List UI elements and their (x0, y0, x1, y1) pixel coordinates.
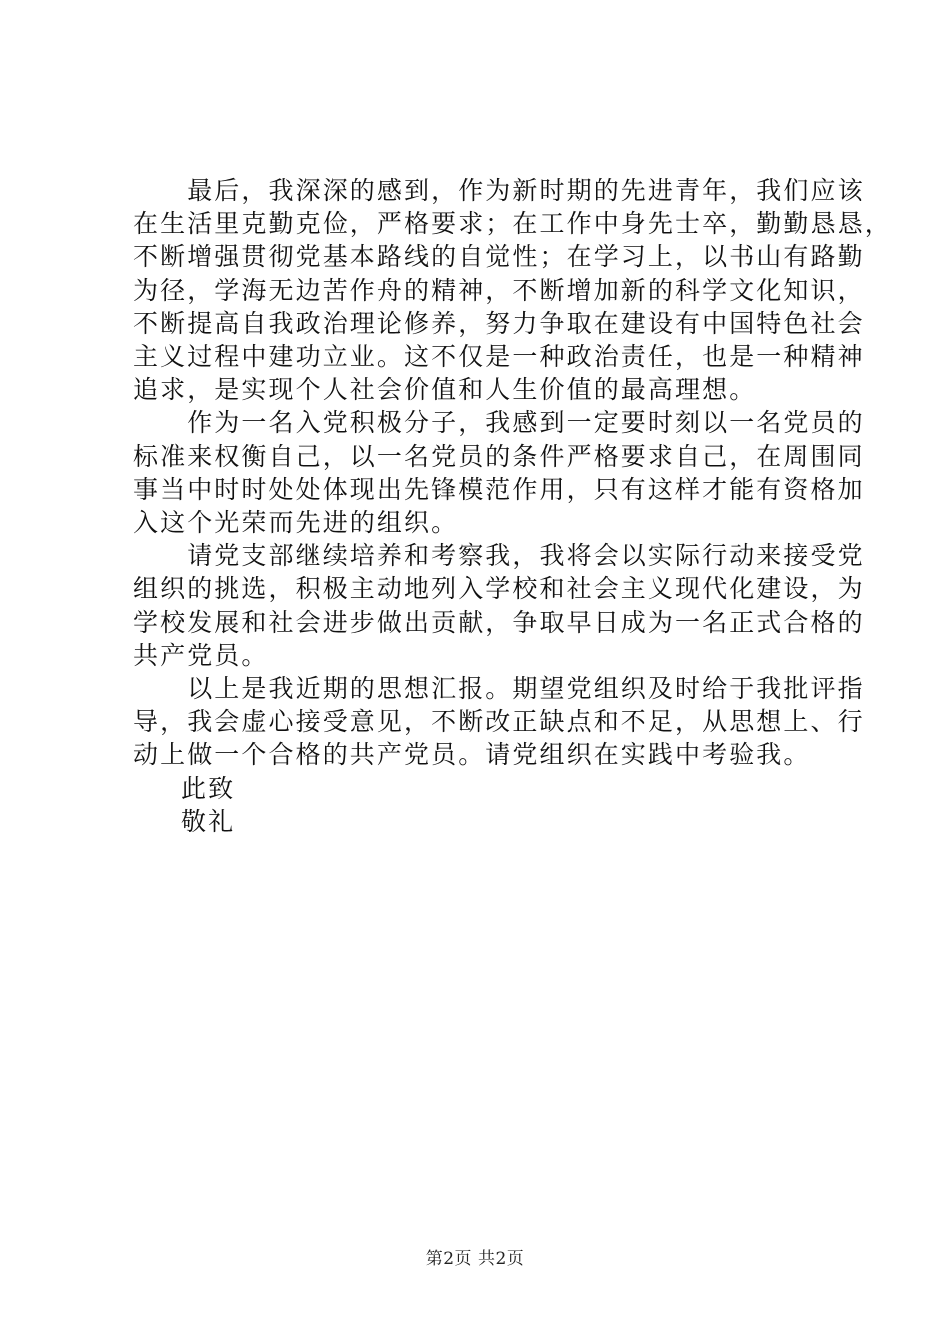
text-line: 主义过程中建功立业。这不仅是一种政治责任，也是一种精神 (133, 342, 865, 372)
closing-salutation (133, 772, 833, 838)
closing-line-1: 此致 (181, 773, 236, 803)
text-line: 入这个光荣而先进的组织。 (133, 508, 459, 538)
text-line: 标准来权衡自己，以一名党员的条件严格要求自己，在周围同 (133, 441, 865, 471)
document-body (133, 174, 892, 838)
text-line: 事当中时时处处体现出先锋模范作用，只有这样才能有资格加 (133, 474, 865, 504)
text-line: 导，我会虚心接受意见，不断改正缺点和不足，从思想上、行 (133, 707, 865, 737)
text-line: 最后，我深深的感到，作为新时期的先进青年，我们应该 (133, 176, 865, 205)
paragraph-1 (133, 174, 892, 406)
paragraph-3 (133, 539, 865, 672)
text-line: 在生活里克勤克俭，严格要求；在工作中身先士卒，勤勤恳恳， (133, 209, 892, 239)
text-line: 为径，学海无边苦作舟的精神，不断增加新的科学文化知识， (133, 275, 865, 305)
paragraph-4 (133, 672, 865, 772)
text-line: 共产党员。 (133, 640, 269, 670)
text-line: 以上是我近期的思想汇报。期望党组织及时给于我批评指 (133, 674, 865, 704)
text-line: 组织的挑选，积极主动地列入学校和社会主义现代化建设，为 (133, 574, 865, 604)
text-line: 请党支部继续培养和考察我，我将会以实际行动来接受党 (133, 541, 865, 571)
text-line: 学校发展和社会进步做出贡献，争取早日成为一名正式合格的 (133, 607, 865, 637)
paragraph-2 (133, 406, 865, 539)
text-line: 不断提高自我政治理论修养，努力争取在建设有中国特色社会 (133, 308, 865, 338)
page-number-footer: 第2页 共2页 (425, 1249, 525, 1269)
text-line: 作为一名入党积极分子，我感到一定要时刻以一名党员的 (133, 408, 865, 438)
text-line: 动上做一个合格的共产党员。请党组织在实践中考验我。 (133, 740, 811, 770)
closing-line-2: 敬礼 (181, 806, 236, 836)
text-line: 不断增强贯彻党基本路线的自觉性；在学习上，以书山有路勤 (133, 242, 865, 272)
text-line: 追求，是实现个人社会价值和人生价值的最高理想。 (133, 375, 757, 405)
